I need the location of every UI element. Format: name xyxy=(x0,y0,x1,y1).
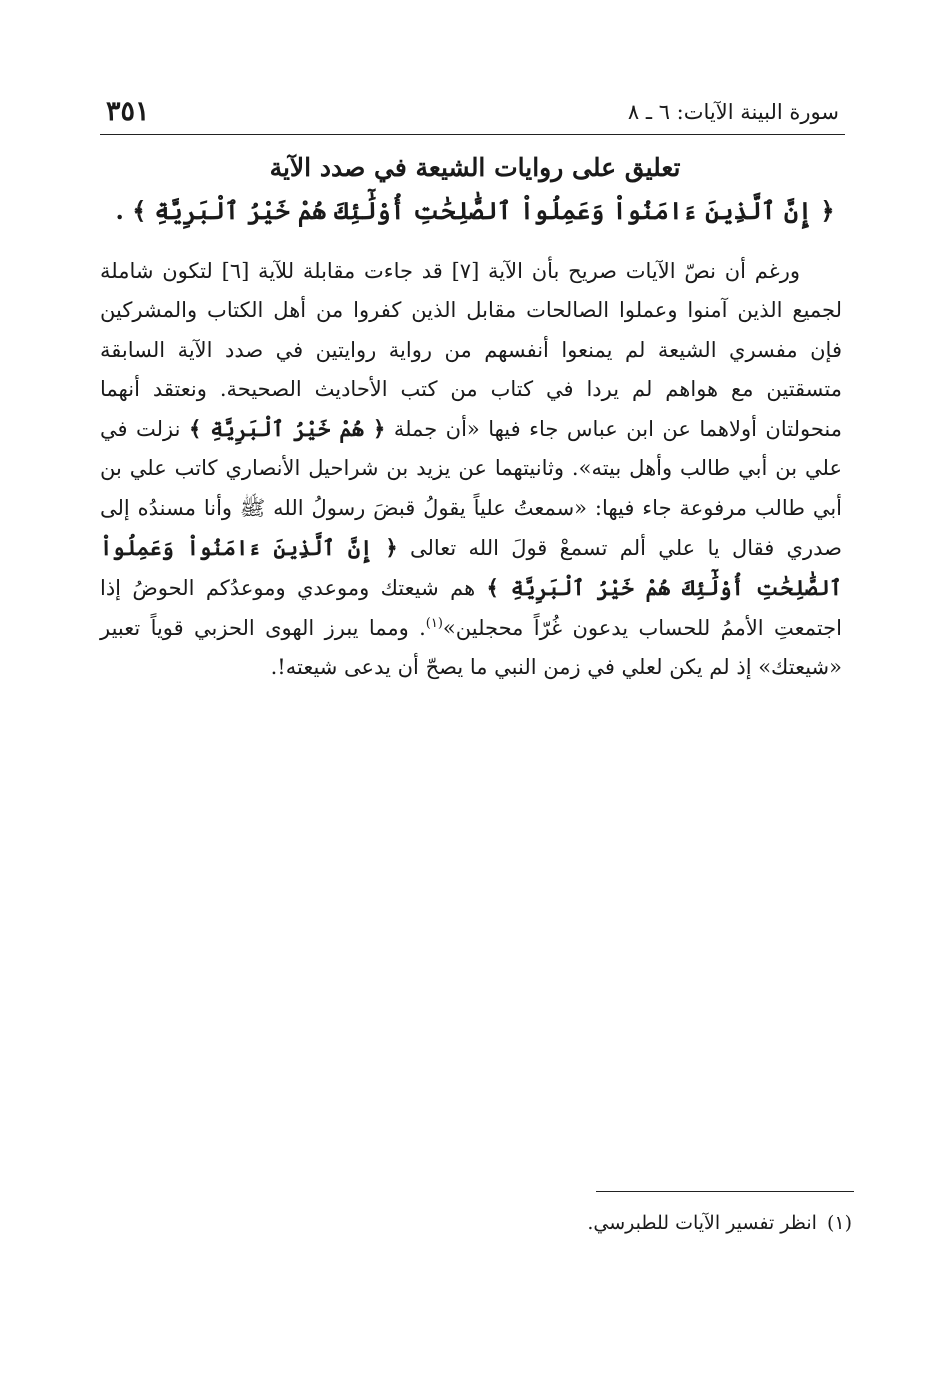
footnote-number: (١) xyxy=(826,1212,852,1234)
body-text-2: نزلت في علي بن أبي طالب وأهل بيته». وثانيتهما عن يزيد بن شراحيل الأنصاري كاتب علي بن أبي طالب مرفوعة جاء فيها: «سمعتُ علياً يقولُ قبضَ رسولُ الله ﷺ وأنا مسندُه إلى صدري فقال يا علي ألم تسمعْ قولَ الله تعالى xyxy=(100,417,842,561)
section-heading xyxy=(110,148,840,234)
body-text-1: ورغم أن نصّ الآيات صريح بأن الآية [٧] قد جاءت مقابلة للآية [٦] لتكون شاملة لجميع الذين آمنوا وعملوا الصالحات مقابل الذين كفروا من أهل الكتاب والمشركين فإن مفسري الشيعة لم يمنعوا أنفسهم من رواية روايتين في صدد الآية السابقة متسقتين مع هواهم لم يردا في كتاب من كتب الأحاديث الصحيحة. ونعتقد أنهما منحولتان أولاهما عن ابن عباس جاء فيها «أن جملة xyxy=(100,259,842,442)
running-title: سورة البينة الآيات: ٦ ـ ٨ xyxy=(627,100,839,124)
paragraph xyxy=(100,252,842,687)
inline-verse-1: ﴿ هُمْ خَيْرُ ٱلْبَرِيَّةِ ﴾ xyxy=(188,416,386,442)
body-paragraph xyxy=(100,252,842,687)
page-number: ٣٥١ xyxy=(106,96,150,127)
section-title: تعليق على روايات الشيعة في صدد الآية xyxy=(269,153,681,182)
running-header xyxy=(100,96,845,135)
footnote-marker: (١) xyxy=(425,615,443,631)
footnote-text: انظر تفسير الآيات للطبرسي. xyxy=(587,1212,817,1234)
footnote-divider xyxy=(596,1191,854,1192)
body-text-4: . ومما يبرز الهوى الحزبي قوياً تعبير «شيعتك» إذ لم يكن لعلي في زمن النبي ما يصحّ أن يدعى شيعته!. xyxy=(100,615,842,679)
footnote xyxy=(587,1208,852,1238)
inline-verse-2: ﴿ إِنَّ ٱلَّذِينَ ءَامَنُواْ وَعَمِلُواْ ٱلصَّٰلِحَٰتِ أُوْلَٰٓئِكَ هُمْ خَيْرُ ٱلْبَرِيَّةِ ﴾ xyxy=(100,535,842,601)
body-text-3: هم شيعتك وموعدي وموعدُكم الحوضُ إذا اجتمعتِ الأممُ للحساب يدعون غُرّاً محجلين» xyxy=(100,576,843,640)
section-verse: ﴿ إِنَّ ٱلَّذِينَ ءَامَنُواْ وَعَمِلُواْ ٱلصَّٰلِحَٰتِ أُوْلَٰٓئِكَ هُمْ خَيْرُ ٱلْبَرِيَّةِ ﴾ . xyxy=(115,196,835,225)
